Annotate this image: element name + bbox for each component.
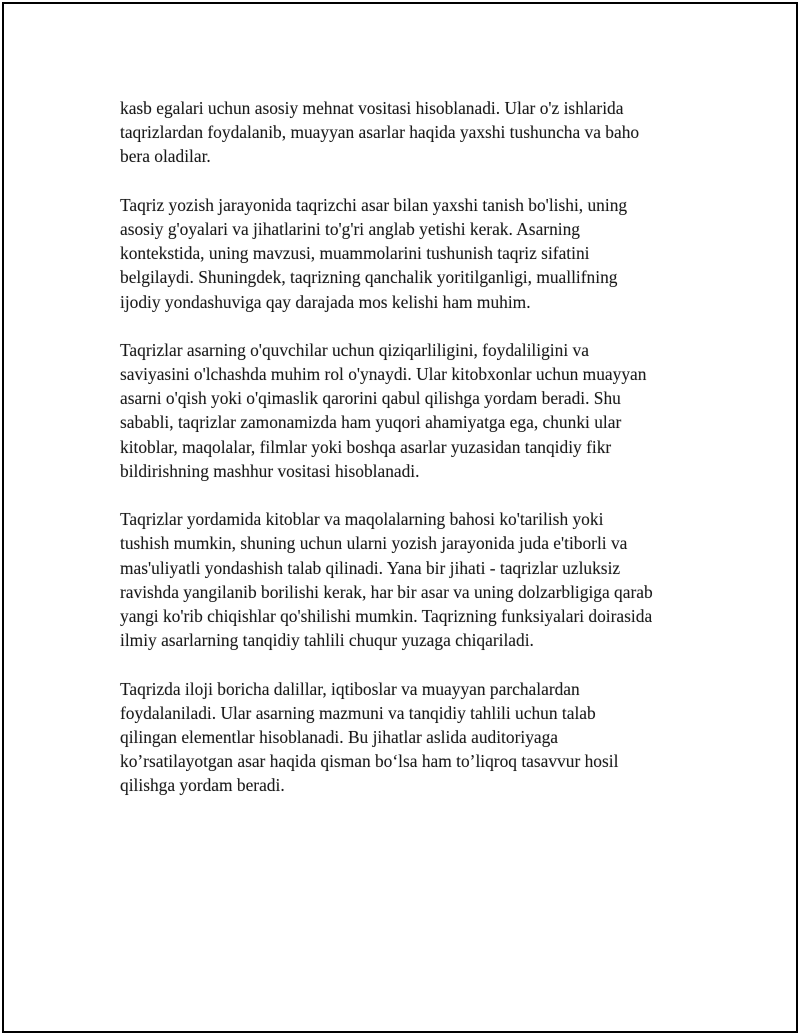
text-line: taqrizlardan foydalanib, muayyan asarlar haqida yaxshi tushuncha va baho [120,122,640,143]
text-line: belgilaydi. Shuningdek, taqrizning qanchalik yoritilganligi, muallifning [120,267,618,288]
document-page [2,2,798,1033]
text-line: mas'uliyatli yondashish talab qilinadi. Yana bir jihati - taqrizlar uzluksiz [120,557,621,578]
text-line: foydalaniladi. Ular asarning mazmuni va tanqidiy tahlili uchun talab [120,702,596,723]
paragraph-5 [120,677,700,798]
text-line: kontekstida, uning mavzusi, muammolarini tushunish taqriz sifatini [120,243,590,264]
text-line: bera oladilar. [120,146,211,167]
text-line: qilingan elementlar hisoblanadi. Bu jihatlar aslida auditoriyaga [120,726,559,747]
paragraph-2 [120,193,700,314]
text-line: yangi ko'rib chiqishlar qo'shilishi mumkin. Taqrizning funksiyalari doirasida [120,605,653,626]
text-line: asarni o'qish yoki o'qimaslik qarorini qabul qilishga yordam beradi. Shu [120,388,621,409]
text-line: ko’rsatilayotgan asar haqida qisman bo‘lsa ham to’liqroq tasavvur hosil [120,751,619,772]
text-line: asosiy g'oyalari va jihatlarini to'g'ri anglab yetishi kerak. Asarning [120,218,580,239]
text-line: tushish mumkin, shuning uchun ularni yozish jarayonida juda e'tiborli va [120,533,628,554]
text-line: sababli, taqrizlar zamonamizda ham yuqori ahamiyatga ega, chunki ular [120,412,622,433]
paragraph-3 [120,338,700,483]
paragraph-4 [120,507,700,652]
text-line: ravishda yangilanib borilishi kerak, har bir asar va uning dolzarbligiga qarab [120,581,653,602]
paragraph-1 [120,96,700,169]
text-line: Taqrizlar yordamida kitoblar va maqolalarning bahosi ko'tarilish yoki [120,509,604,530]
document-body [120,96,700,822]
text-line: Taqriz yozish jarayonida taqrizchi asar bilan yaxshi tanish bo'lishi, uning [120,194,628,215]
text-line: saviyasini o'lchashda muhim rol o'ynaydi. Ular kitobxonlar uchun muayyan [120,364,647,385]
text-line: Taqrizda iloji boricha dalillar, iqtiboslar va muayyan parchalardan [120,678,580,699]
text-line: kitoblar, maqolalar, filmlar yoki boshqa asarlar yuzasidan tanqidiy fikr [120,436,612,457]
text-line: kasb egalari uchun asosiy mehnat vositasi hisoblanadi. Ular o'z ishlarida [120,98,624,118]
text-line: Taqrizlar asarning o'quvchilar uchun qiziqarliligini, foydaliligini va [120,339,589,360]
text-line: qilishga yordam beradi. [120,775,285,796]
text-line: bildirishning mashhur vositasi hisoblanadi. [120,460,420,481]
text-line: ijodiy yondashuviga qay darajada mos kelishi ham muhim. [120,291,531,312]
text-line: ilmiy asarlarning tanqidiy tahlili chuqur yuzaga chiqariladi. [120,630,534,651]
